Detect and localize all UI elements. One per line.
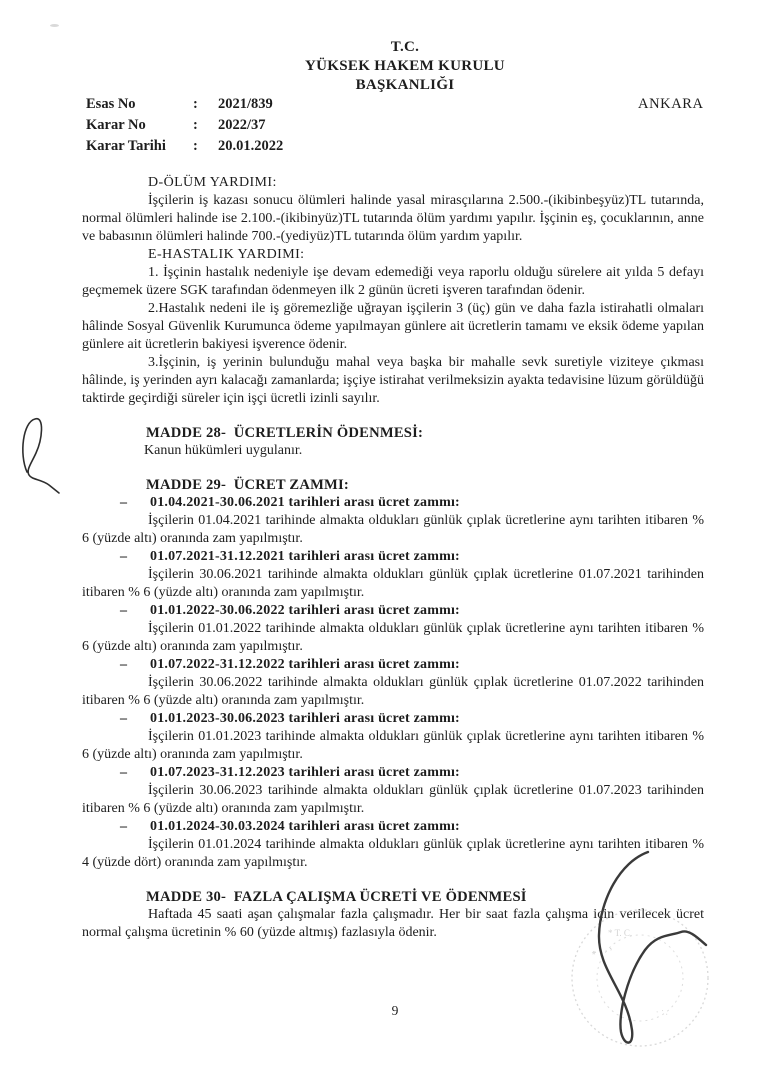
- bullet-dash: –: [120, 765, 128, 780]
- paragraph: İşçilerin 30.06.2021 tarihinde almakta oldukları günlük çıplak ücretlerine 01.07.2021 tarihinden itibaren % 6 (yüzde altı) oranında zam yapılmıştır.: [82, 567, 704, 600]
- svg-text:* ı . ,: * ı . ,: [590, 941, 614, 961]
- paragraph: İşçilerin 01.01.2024 tarihinde almakta oldukları günlük çıplak ücretlerine aynı tarihten itibaren % 4 (yüzde dört) oranında zam yapılmıştır.: [82, 837, 704, 870]
- bullet-heading-text: 01.07.2022-31.12.2022 tarihleri arası ücret zammı:: [150, 657, 460, 672]
- bullet-heading-text: 01.01.2024-30.03.2024 tarihleri arası ücret zammı:: [150, 819, 460, 834]
- meta-label: Karar No: [86, 117, 146, 133]
- bullet-heading: [82, 818, 704, 836]
- city-label: ANKARA: [638, 96, 704, 112]
- meta-value: 20.01.2022: [218, 138, 284, 154]
- bullet-dash: –: [120, 657, 128, 672]
- madde-heading: MADDE 30- FAZLA ÇALIŞMA ÜCRETİ VE ÖDENMESİ: [146, 889, 527, 905]
- bullet-dash: –: [120, 711, 128, 726]
- page-number: 9: [391, 1003, 399, 1018]
- section-heading: E-HASTALIK YARDIMI:: [148, 247, 305, 262]
- madde-heading: MADDE 28- ÜCRETLERİN ÖDENMESİ:: [146, 425, 424, 441]
- paragraph: İşçilerin 01.04.2021 tarihinde almakta oldukları günlük çıplak ücretlerine aynı tarihten itibaren % 6 (yüzde altı) oranında zam yapılmıştır.: [82, 513, 704, 546]
- paragraph: 2.Hastalık nedeni ile iş göremezliğe uğrayan işçilerin 3 (üç) gün ve daha fazla istirahatli olmaları hâlinde Sosyal Güvenlik Kurumunca ödeme yapılmayan günlere ait ücretlerin tamamı ve eksik ödeme yapılan günlere ait ücretlerin bakiyesi işverence ödenir.: [82, 301, 704, 352]
- paragraph: Haftada 45 saati aşan çalışmalar fazla çalışmadır. Her bir saat fazla çalışma için verilecek ücret normal çalışma ücretinin % 60 (yüzde altmış) fazlasıyla ödenir.: [82, 907, 704, 940]
- paragraph: İşçilerin iş kazası sonucu ölümleri halinde yasal mirasçılarına 2.500.-(ikibinbeşyüz)TL tutarında, normal ölümleri halinde ise 2.100.-(ikibinyüz)TL tutarında ölüm yardımı yapılır. İşçinin eş, çocuklarının, anne ve babasının ölümleri halinde 700.-(yediyüz)TL tutarında ölüm yardım yapılır.: [82, 193, 704, 244]
- document-body: [82, 174, 704, 942]
- letterhead: [48, 38, 762, 95]
- bullet-heading-text: 01.01.2022-30.06.2022 tarihleri arası ücret zammı:: [150, 603, 460, 618]
- handwritten-paraph-mark: [12, 406, 74, 506]
- meta-row-karar-no: [86, 115, 283, 136]
- paragraph: İşçilerin 01.01.2022 tarihinde almakta oldukları günlük çıplak ücretlerine aynı tarihten itibaren % 6 (yüzde altı) oranında zam yapılmıştır.: [82, 621, 704, 654]
- paragraph: İşçilerin 01.01.2023 tarihinde almakta oldukları günlük çıplak ücretlerine aynı tarihten itibaren % 6 (yüzde altı) oranında zam yapılmıştır.: [82, 729, 704, 762]
- paragraph: İşçilerin 30.06.2023 tarihinde almakta oldukları günlük çıplak ücretlerine 01.07.2023 tarihinden itibaren % 6 (yüzde altı) oranında zam yapılmıştır.: [82, 783, 704, 816]
- meta-label: Esas No: [86, 96, 136, 112]
- bullet-dash: –: [120, 495, 128, 510]
- meta-label: Karar Tarihi: [86, 138, 166, 154]
- bullet-heading: [82, 494, 704, 512]
- meta-separator: :: [193, 117, 198, 133]
- svg-text:. · .: . · .: [655, 1004, 670, 1017]
- letterhead-institution: YÜKSEK HAKEM KURULU: [305, 58, 505, 74]
- meta-row-esas-no: [86, 94, 283, 115]
- bullet-heading-text: 01.01.2023-30.06.2023 tarihleri arası ücret zammı:: [150, 711, 460, 726]
- scan-smudge: [50, 24, 59, 27]
- madde-heading: MADDE 29- ÜCRET ZAMMI:: [146, 477, 349, 493]
- bullet-heading-text: 01.07.2021-31.12.2021 tarihleri arası ücret zammı:: [150, 549, 460, 564]
- bullet-dash: –: [120, 603, 128, 618]
- bullet-heading: [82, 764, 704, 782]
- signature-stamp-area: [568, 840, 718, 1080]
- meta-separator: :: [193, 138, 198, 154]
- bullet-dash: –: [120, 549, 128, 564]
- bullet-heading: [82, 548, 704, 566]
- meta-row-karar-tarihi: [86, 136, 283, 157]
- bullet-heading: [82, 602, 704, 620]
- round-stamp-icon: [572, 910, 708, 1046]
- paragraph: 3.İşçinin, iş yerinin bulunduğu mahal veya başka bir mahalle sevk suretiyle viziteye çıkması hâlinde, iş yerinden ayrı kalacağı zamanlarda; işçiye istirahat verilmeksizin ayakta tedavisine lüzum görüldüğü taktirde geçirdiği süreler için işçi ücretli izinli sayılır.: [82, 355, 704, 406]
- letterhead-republic: T.C.: [390, 39, 420, 55]
- svg-text:* T. C.: * T. C.: [608, 928, 633, 938]
- case-meta: [86, 94, 283, 157]
- plain-line: Kanun hükümleri uygulanır.: [144, 443, 303, 458]
- bullet-heading: [82, 710, 704, 728]
- bullet-dash: –: [120, 819, 128, 834]
- bullet-heading: [82, 656, 704, 674]
- meta-value: 2021/839: [218, 96, 273, 112]
- meta-separator: :: [193, 96, 198, 112]
- paragraph: İşçilerin 30.06.2022 tarihinde almakta oldukları günlük çıplak ücretlerine 01.07.2022 tarihinden itibaren % 6 (yüzde altı) oranında zam yapılmıştır.: [82, 675, 704, 708]
- bullet-heading-text: 01.04.2021-30.06.2021 tarihleri arası ücret zammı:: [150, 495, 460, 510]
- letterhead-office: BAŞKANLIĞI: [355, 77, 455, 93]
- paragraph: 1. İşçinin hastalık nedeniyle işe devam edemediği veya raporlu olduğu sürelere ait yılda 5 defayı geçmemek üzere SGK tarafından ödenmeyen ilk 2 günün ücreti işveren tarafından ödenir.: [82, 265, 704, 298]
- bullet-heading-text: 01.07.2023-31.12.2023 tarihleri arası ücret zammı:: [150, 765, 460, 780]
- section-heading: D-ÖLÜM YARDIMI:: [148, 175, 277, 190]
- meta-value: 2022/37: [218, 117, 266, 133]
